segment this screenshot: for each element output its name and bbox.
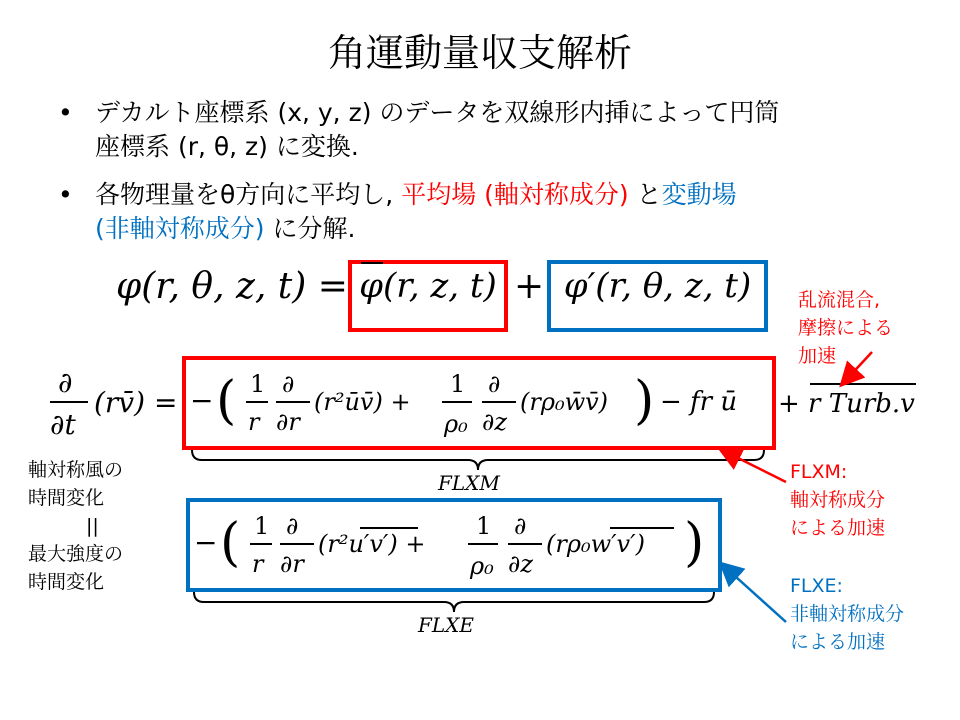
- partial-t-denominator: ∂t: [50, 408, 76, 441]
- one-numerator: 1: [254, 512, 270, 540]
- minus-sign: −: [190, 384, 214, 417]
- side-label-line-4: 最大強度の: [28, 543, 124, 565]
- mean-field-label: 平均場 (軸対称成分): [401, 180, 629, 209]
- r2-uprime-vprime-term: (r²u′v′) +: [318, 530, 426, 558]
- side-label-line-1: 軸対称風の: [28, 459, 124, 481]
- flxm-note-line-3: による加速: [790, 517, 886, 539]
- one-numerator: 1: [250, 370, 266, 398]
- plus-sign: +: [514, 266, 545, 307]
- partial-symbol: ∂: [488, 370, 501, 398]
- partial-symbol: ∂: [286, 512, 299, 540]
- non-axisymmetric-label: (非軸対称成分): [95, 214, 265, 243]
- partial-r: ∂r: [280, 550, 304, 578]
- bullet-2-part-1: 各物理量をθ方向に平均し,: [95, 180, 402, 209]
- partial-symbol: ∂: [282, 370, 295, 398]
- minus-sign: −: [194, 526, 218, 559]
- flxe-note-line-1: FLXE:: [790, 575, 843, 597]
- flxe-note-line-3: による加速: [790, 631, 886, 653]
- side-label-line-2: 時間変化: [28, 487, 105, 509]
- partial-z: ∂z: [482, 408, 508, 436]
- flxm-arrow: [726, 452, 786, 482]
- partial-symbol-numerator: ∂: [58, 366, 73, 399]
- flxe-note-line-2: 非軸対称成分: [790, 603, 905, 625]
- side-label-line-3: ||: [86, 515, 99, 537]
- perturbation-term: φ′(r, θ, z, t): [563, 266, 752, 306]
- slide-title: 角運動量収支解析: [327, 31, 632, 75]
- mean-field-text: φ(r, z, t): [359, 266, 497, 306]
- r-denominator: r: [252, 550, 264, 578]
- paren-left: (: [220, 513, 241, 573]
- bullet-dot: •: [58, 180, 73, 209]
- bullet-dot: •: [58, 98, 73, 127]
- rho0-denominator: ρ₀: [470, 552, 494, 580]
- perturbation-field-label: 変動場: [661, 180, 737, 209]
- decomposition-lhs: φ(r, θ, z, t) =: [116, 266, 348, 307]
- rho0-denominator: ρ₀: [444, 410, 468, 438]
- one-numerator: 1: [476, 512, 492, 540]
- turb-arrow: [846, 352, 872, 380]
- flxe-arrow: [726, 568, 786, 622]
- flxm-label: FLXM: [438, 471, 500, 495]
- r-v-bar: (rv̄) =: [94, 386, 178, 419]
- flxm-note-line-1: FLXM:: [790, 461, 848, 483]
- paren-right: ): [634, 371, 655, 431]
- side-label-line-5: 時間変化: [28, 571, 105, 593]
- flxm-note-line-2: 軸対称成分: [790, 489, 886, 511]
- one-numerator: 1: [450, 370, 466, 398]
- r-rho-wprime-vprime-term: (rρ₀w′v′): [546, 530, 645, 558]
- partial-z: ∂z: [508, 550, 534, 578]
- bullet-2-part-2: と: [628, 180, 662, 209]
- partial-symbol: ∂: [514, 512, 527, 540]
- r2-uv-term: (r²ūv̄) +: [314, 388, 411, 416]
- flxe-label: FLXE: [418, 613, 474, 637]
- turb-note-line-1: 乱流混合,: [798, 289, 881, 311]
- partial-r: ∂r: [276, 408, 300, 436]
- turb-note-line-3: 加速: [798, 345, 837, 367]
- turb-note-line-2: 摩擦による: [798, 317, 894, 339]
- paren-left: (: [216, 371, 237, 431]
- bullet-1-line-1: デカルト座標系 (x, y, z) のデータを双線形内挿によって円筒: [95, 98, 780, 127]
- bullet-2-part-3: に分解.: [264, 214, 356, 243]
- paren-right: ): [684, 513, 705, 573]
- r-rho-wv-term: (rρ₀w̄v̄): [520, 388, 609, 416]
- turb-text: + r Turb.v: [778, 389, 915, 419]
- bullet-1-line-2: 座標系 (r, θ, z) に変換.: [95, 132, 359, 161]
- coriolis-term: − fr ū: [660, 387, 738, 417]
- r-denominator: r: [248, 408, 260, 436]
